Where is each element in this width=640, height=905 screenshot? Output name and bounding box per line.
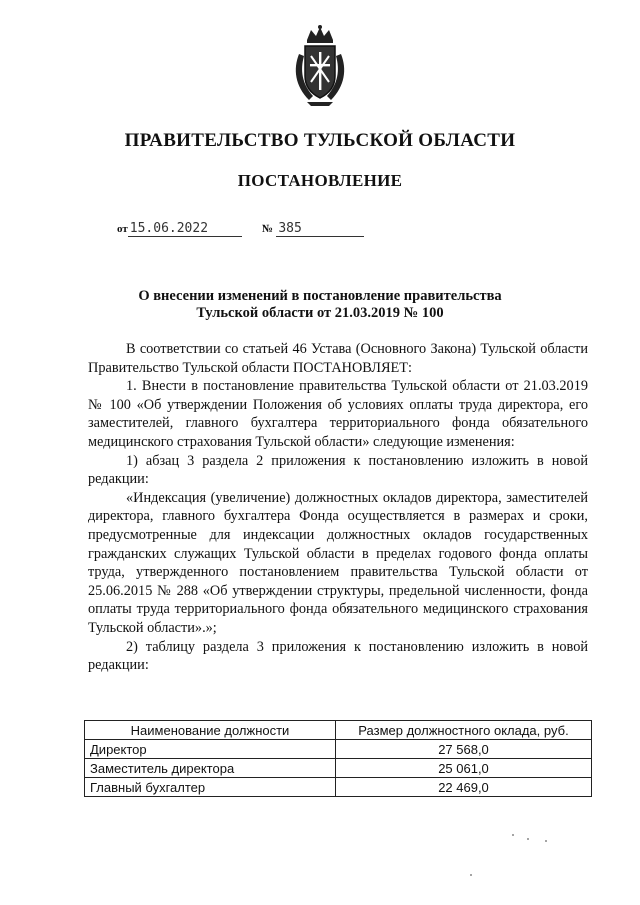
- scan-speck: [512, 834, 514, 836]
- position-name: Главный бухгалтер: [85, 778, 336, 797]
- paragraph-subitem-2: 2) таблицу раздела 3 приложения к постановлению изложить в новой редакции:: [88, 638, 588, 674]
- position-name: Директор: [85, 740, 336, 759]
- number-value: 385: [276, 221, 364, 237]
- document-subject: [100, 288, 540, 322]
- table-row: [85, 740, 592, 759]
- table-row: [85, 759, 592, 778]
- government-title: ПРАВИТЕЛЬСТВО ТУЛЬСКОЙ ОБЛАСТИ: [124, 130, 516, 151]
- paragraph-subitem-1: 1) абзац 3 раздела 2 приложения к постановлению изложить в новой редакции:: [88, 452, 588, 488]
- column-header-position: Наименование должности: [85, 721, 336, 740]
- salary-value: 27 568,0: [336, 740, 592, 759]
- number-label: №: [262, 223, 274, 235]
- subject-line-2: Тульской области от 21.03.2019 № 100: [196, 305, 444, 321]
- position-name: Заместитель директора: [85, 759, 336, 778]
- scan-speck: [545, 840, 547, 842]
- scan-speck: [470, 874, 472, 876]
- paragraph-item-1: 1. Внести в постановление правительства Тульской области от 21.03.2019 № 100 «Об утверждении Положения об условиях оплаты труда директора, его заместителей, главного бухгалтера территориального фонда обязательного медицинского страхования Тульской области» следующие изменения:: [88, 378, 588, 450]
- date-value: 15.06.2022: [128, 221, 242, 237]
- date-label: от: [117, 223, 128, 235]
- date-field: [117, 220, 242, 237]
- scan-speck: [527, 838, 529, 840]
- subject-line-1: О внесении изменений в постановление правительства: [138, 288, 502, 304]
- paragraph-indexation-quote: «Индексация (увеличение) должностных окладов директора, заместителей директора, главного бухгалтера Фонда осуществляется в размерах и сроки, предусмотренные для индексации должностных окладов государственных гражданских служащих Тульской области в пределах годового фонда оплаты труда, утвержденного постановлением правительства Тульской области от 25.06.2015 № 288 «Об утверждении структуры, предельной численности, фонда оплаты труда территориального фонда обязательного медицинского страхования Тульской области».»;: [88, 489, 588, 636]
- table-row: [85, 778, 592, 797]
- column-header-salary: Размер должностного оклада, руб.: [336, 721, 592, 740]
- document-body: [88, 340, 588, 675]
- paragraph-preamble: В соответствии со статьей 46 Устава (Основного Закона) Тульской области Правительство Тульской области ПОСТАНОВЛЯЕТ:: [88, 341, 588, 376]
- salary-value: 22 469,0: [336, 778, 592, 797]
- tula-coat-of-arms-icon: [289, 24, 351, 108]
- document-type-title: ПОСТАНОВЛЕНИЕ: [237, 171, 403, 190]
- table-header-row: [85, 721, 592, 740]
- number-field: [262, 220, 364, 237]
- salary-value: 25 061,0: [336, 759, 592, 778]
- salary-table: [84, 720, 592, 797]
